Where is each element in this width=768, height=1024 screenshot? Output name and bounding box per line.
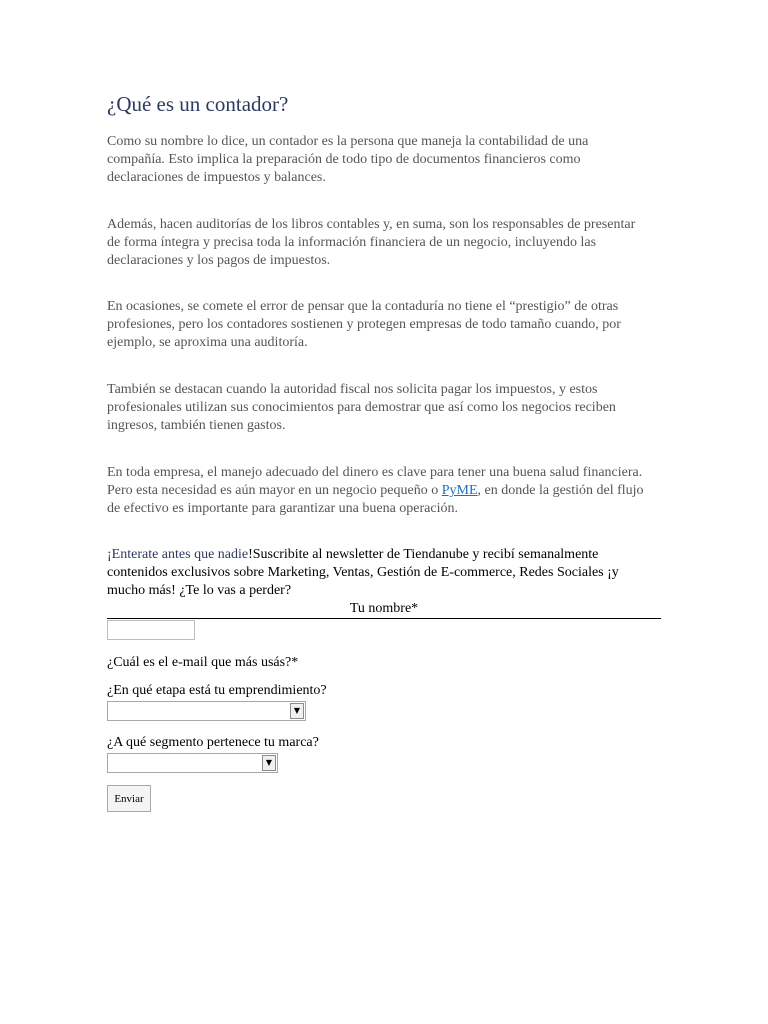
chevron-down-icon[interactable]: ▼ <box>262 755 276 771</box>
submit-button[interactable]: Enviar <box>107 785 151 812</box>
newsletter-text: !Suscribite al newsletter de Tiendanube y recibí semanalmente contenidos exclusivos sobre Marketing, Ventas, Gestión de E-commerce, Redes Sociales ¡y mucho más! ¿Te lo vas a perder? <box>107 547 619 598</box>
stage-label: ¿En qué etapa está tu emprendimiento? <box>107 683 327 698</box>
newsletter-highlight: ¡Enterate antes que nadie <box>107 547 249 562</box>
paragraph-1: Como su nombre lo dice, un contador es la persona que maneja la contabilidad de una compañía. Esto implica la preparación de todo tipo de documentos financieros como declaraciones de impuestos y balances. <box>107 134 589 185</box>
chevron-down-icon[interactable]: ▼ <box>290 703 304 719</box>
paragraph-5-text-before: En toda empresa, el manejo adecuado del dinero es clave para tener una buena salud financiera. Pero esta necesidad es aún mayor en un negocio pequeño o <box>107 465 643 498</box>
email-label: ¿Cuál es el e-mail que más usás?* <box>107 655 299 670</box>
paragraph-4: También se destacan cuando la autoridad fiscal nos solicita pagar los impuestos, y estos profesionales utilizan sus conocimientos para demostrar que así como los negocios reciben ingresos, también tienen gastos. <box>107 382 616 433</box>
paragraph-5 <box>107 464 647 518</box>
name-label: Tu nombre* <box>349 601 419 616</box>
newsletter-promo <box>107 546 637 600</box>
paragraph-3: En ocasiones, se comete el error de pensar que la contaduría no tiene el “prestigio” de otras profesiones, pero los contadores sostienen y protegen empresas de todo tamaño cuando, por ejemplo, se aproxima una auditoría. <box>107 299 621 350</box>
form-divider <box>107 618 661 619</box>
name-input[interactable] <box>107 620 195 640</box>
article-title: ¿Qué es un contador? <box>107 92 289 116</box>
segment-label: ¿A qué segmento pertenece tu marca? <box>107 735 319 750</box>
paragraph-5-text-after: , en donde la gestión del flujo de efectivo es importante para garantizar una buena operación. <box>107 483 644 516</box>
pyme-link[interactable]: PyME <box>441 483 478 498</box>
stage-select[interactable] <box>107 701 306 721</box>
paragraph-2: Además, hacen auditorías de los libros contables y, en suma, son los responsables de presentar de forma íntegra y precisa toda la información financiera de un negocio, incluyendo las declaraciones y los pagos de impuestos. <box>107 217 636 268</box>
segment-select[interactable] <box>107 753 278 773</box>
